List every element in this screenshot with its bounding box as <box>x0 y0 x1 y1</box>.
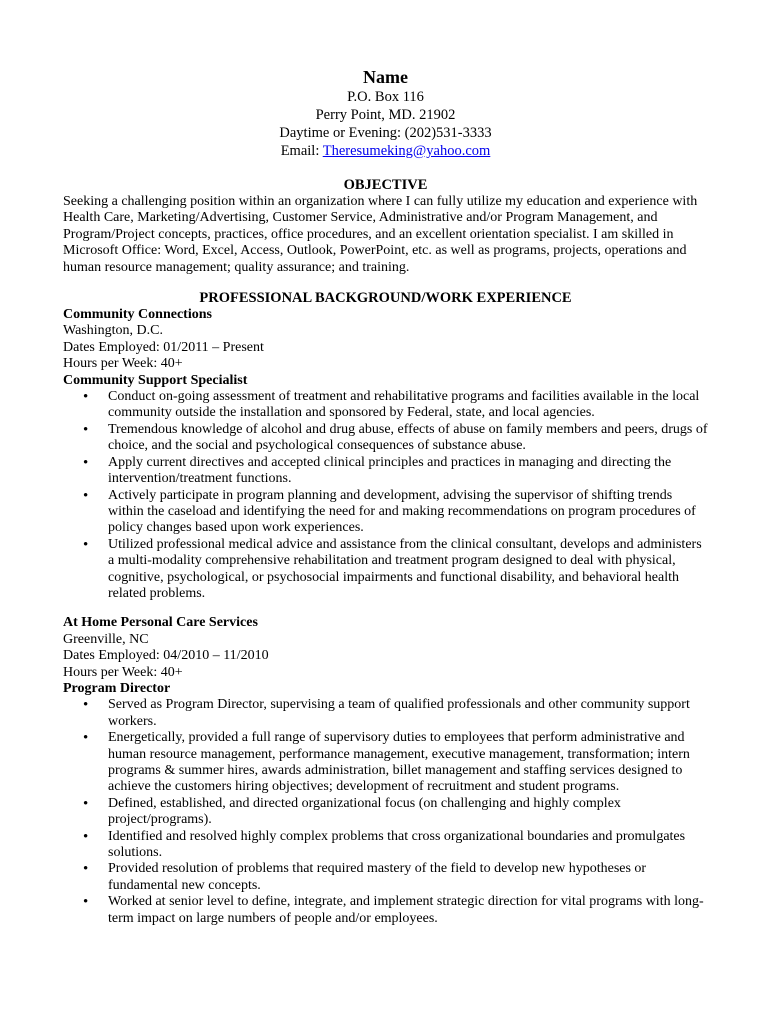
duty-item: • Conduct on-going assessment of treatment and rehabilitative programs and facilities available in the local community outside the installation and sponsored by Federal, state, and local agencies. <box>63 389 708 422</box>
job-location: Washington, D.C. <box>63 323 163 339</box>
job-dates: Dates Employed: 01/2011 – Present <box>63 339 264 355</box>
duty-item: • Energetically, provided a full range of supervisory duties to employees that perform administrative and human resource management, performance management, executive management, transformation; intern programs & summer hires, awards administration, billet management and staffing services designed to achieve the customers hiring objectives; development of recruitment and student programs. <box>63 730 708 796</box>
job-dates: Dates Employed: 04/2010 – 11/2010 <box>63 648 269 664</box>
email-label: Email: <box>280 143 323 159</box>
address-line-2: Perry Point, MD. 21902 <box>315 107 456 123</box>
phone-line: Daytime or Evening: (202)531-3333 <box>279 125 492 141</box>
duty-item: • Worked at senior level to define, integrate, and implement strategic direction for vital programs with long-term impact on large numbers of people and/or employees. <box>63 894 708 927</box>
duty-item: • Identified and resolved highly complex problems that cross organizational boundaries and promulgates solutions. <box>63 829 708 862</box>
duty-item: • Tremendous knowledge of alcohol and drug abuse, effects of abuse on family members and peers, drugs of choice, and the social and psychological consequences of substance abuse. <box>63 422 708 455</box>
job-hours: Hours per Week: 40+ <box>63 356 183 372</box>
duty-list <box>63 389 708 602</box>
job-entry-at-home-personal-care <box>63 615 708 927</box>
employer-name: Community Connections <box>63 307 212 323</box>
email-line <box>63 142 708 160</box>
job-hours: Hours per Week: 40+ <box>63 664 183 680</box>
job-entry-community-connections <box>63 307 708 602</box>
applicant-name: Name <box>363 67 408 87</box>
job-location: Greenville, NC <box>63 631 149 647</box>
duty-item: • Served as Program Director, supervising a team of qualified professionals and other community support workers. <box>63 697 708 730</box>
address-line-1: P.O. Box 116 <box>347 89 424 105</box>
duty-item: • Apply current directives and accepted clinical principles and practices in managing and directing the intervention/treatment functions. <box>63 455 708 488</box>
duty-item: • Provided resolution of problems that required mastery of the field to develop new hypotheses or fundamental new concepts. <box>63 861 708 894</box>
duty-item: • Defined, established, and directed organizational focus (on challenging and highly complex project/programs). <box>63 796 708 829</box>
duty-item: • Actively participate in program planning and development, advising the supervisor of shifting trends within the caseload and identifying the need for and making recommendations on program procedures of policy changes based upon work experiences. <box>63 488 708 537</box>
resume-header <box>63 66 708 160</box>
experience-heading: PROFESSIONAL BACKGROUND/WORK EXPERIENCE <box>199 290 572 307</box>
objective-text: Seeking a challenging position within an organization where I can fully utilize my education and experience with Health Care, Marketing/Advertising, Customer Service, Administrative and/or Program Management, and Program/Project concepts, practices, office procedures, and an excellent orientation specialist. I am skilled in Microsoft Office: Word, Excel, Access, Outlook, PowerPoint, etc. as well as programs, projects, operations and human resource management; quality assurance; and training. <box>63 194 698 275</box>
job-role: Community Support Specialist <box>63 372 248 388</box>
objective-heading: OBJECTIVE <box>343 177 428 193</box>
job-role: Program Director <box>63 680 171 696</box>
employer-name: At Home Personal Care Services <box>63 615 258 631</box>
email-link[interactable]: Theresumeking@yahoo.com <box>322 143 491 159</box>
duty-list <box>63 697 708 927</box>
duty-item: • Utilized professional medical advice and assistance from the clinical consultant, develops and administers a multi-modality comprehensive rehabilitation and treatment program designed to deal with physical, cognitive, psychological, or psychosocial impairments and functional disability, and behavioral health related problems. <box>63 537 708 603</box>
